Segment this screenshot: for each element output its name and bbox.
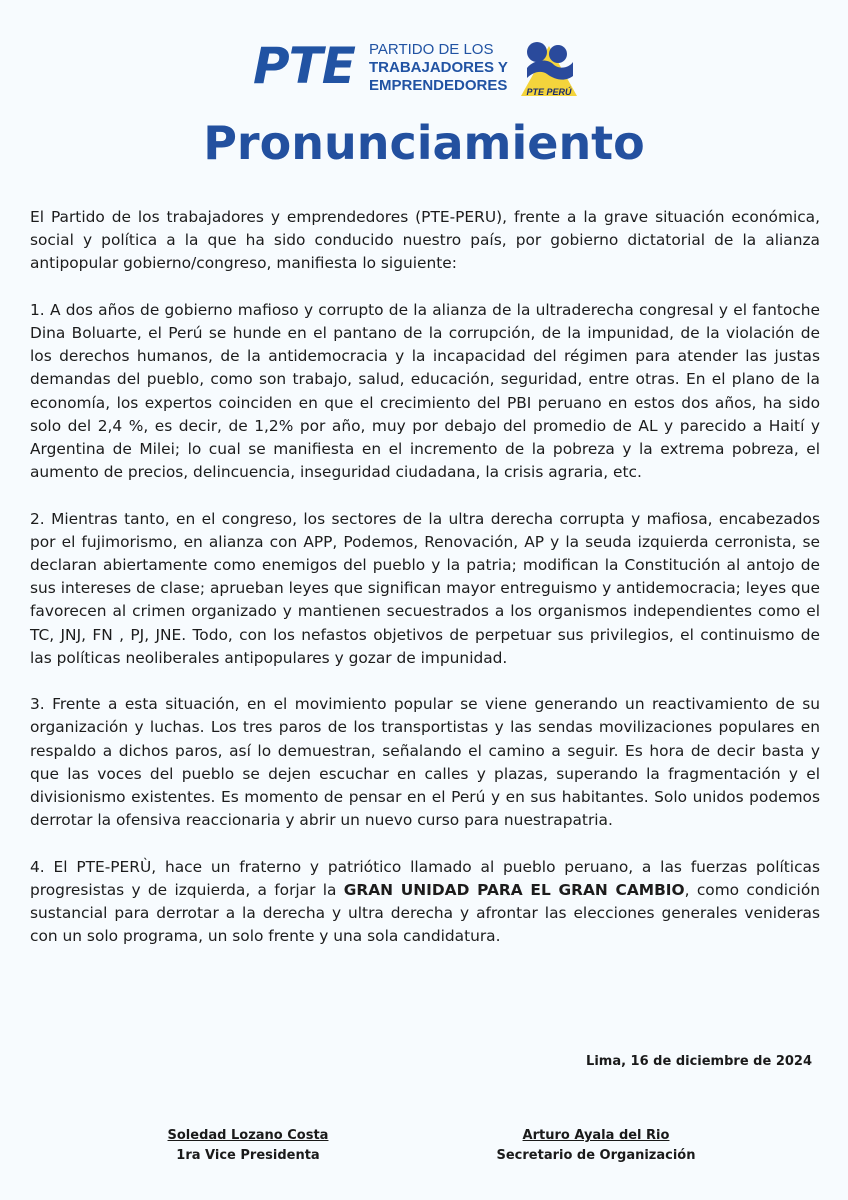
point-3: 3. Frente a esta situación, en el movimiento popular se viene generando un reactivamiento de su organización y luchas. Los tres paros de los transportistas y las sendas movilizaciones populares en respaldo a dichos paros, así lo demuestran, señalando el camino a seguir. Es hora de decir basta y que las voces del pueblo se dejen escuchar en calles y plazas, superando la fragmentación y el divisionismo existentes. Es momento de pensar en el Perú y en sus habitantes. Solo unidos podemos derrotar la ofensiva reaccionaria y abrir un nuevo curso para nuestrapatria. bbox=[30, 695, 820, 830]
intro-paragraph: El Partido de los trabajadores y emprendedores (PTE-PERU), frente a la grave situación económica, social y política a la que ha sido conducido nuestro país, por gobierno dictatorial de la alianza antipopular gobierno/congreso, manifiesta lo siguiente: bbox=[30, 208, 820, 273]
party-name-line3: EMPRENDEDORES bbox=[369, 77, 508, 94]
signer-name: Soledad Lozano Costa bbox=[167, 1128, 329, 1143]
letterhead bbox=[0, 0, 848, 112]
emblem-caption: PTE PERÚ bbox=[526, 87, 572, 97]
point-2: 2. Mientras tanto, en el congreso, los sectores de la ultra derecha corrupta y mafiosa, encabezados por el fujimorismo, en alianza con APP, Podemos, Renovación, AP y la seuda izquierda cerronista, se declaran abiertamente como enemigos del pueblo y la patria; modifican la Constitución al antojo de sus intereses de clase; aprueban leyes que significan mayor entreguismo y antidemocracia; leyes que favorecen al crimen organizado y mantienen secuestrados a los organismos independientes como el TC, JNJ, FN , PJ, JNE. Todo, con los nefastos objetivos de perpetuar sus privilegios, el continuismo de las políticas neoliberales antipopulares y gozar de impunidad. bbox=[30, 509, 820, 667]
signer-role: Secretario de Organización bbox=[496, 1148, 696, 1163]
party-name-line1: PARTIDO DE LOS bbox=[369, 41, 494, 58]
date-line: Lima, 16 de diciembre de 2024 bbox=[586, 1054, 812, 1069]
page-title: Pronunciamiento bbox=[203, 116, 645, 170]
signature-right bbox=[466, 1126, 726, 1166]
point-4-text-a: 4. El PTE-PERÙ, hace un fraterno y patriótico llamado al pueblo peruano, a las fuerzas políticas progresistas y de izquierda, a forjar la bbox=[30, 857, 820, 899]
pte-logo-text: PTE bbox=[253, 37, 355, 95]
statement-body bbox=[30, 206, 820, 972]
point-4-text-b: , como condición sustancial para derrotar a la derecha y ultra derecha y afrontar las elecciones generales venideras con un solo programa, un solo frente y una sola candidatura. bbox=[30, 880, 820, 946]
party-name bbox=[369, 41, 508, 95]
signature-left bbox=[118, 1126, 378, 1166]
signer-role: 1ra Vice Presidenta bbox=[176, 1148, 320, 1163]
point-4-emphasis: GRAN UNIDAD PARA EL GRAN CAMBIO bbox=[343, 880, 685, 899]
signer-name: Arturo Ayala del Rio bbox=[522, 1128, 670, 1143]
point-1: 1. A dos años de gobierno mafioso y corrupto de la alianza de la ultraderecha congresal y el fantoche Dina Boluarte, el Perú se hunde en el pantano de la corrupción, de la impunidad, de la violación de los derechos humanos, de la antidemocracia y la incapacidad del régimen para atender las justas demandas del pueblo, como son trabajo, salud, educación, seguridad, entre otras. En el plano de la economía, los expertos coinciden en que el crecimiento del PBI peruano en estos dos años, ha sido solo del 2,4 %, es decir, de 1,2% por año, muy por debajo del promedio de AL y parecido a Haití y Argentina de Milei; lo cual se manifiesta en el incremento de la pobreza y la extrema pobreza, el aumento de precios, delincuencia, inseguridad ciudadana, la crisis agraria, etc. bbox=[30, 300, 820, 482]
point-4 bbox=[30, 856, 820, 949]
party-name-line2: TRABAJADORES Y bbox=[369, 59, 508, 76]
